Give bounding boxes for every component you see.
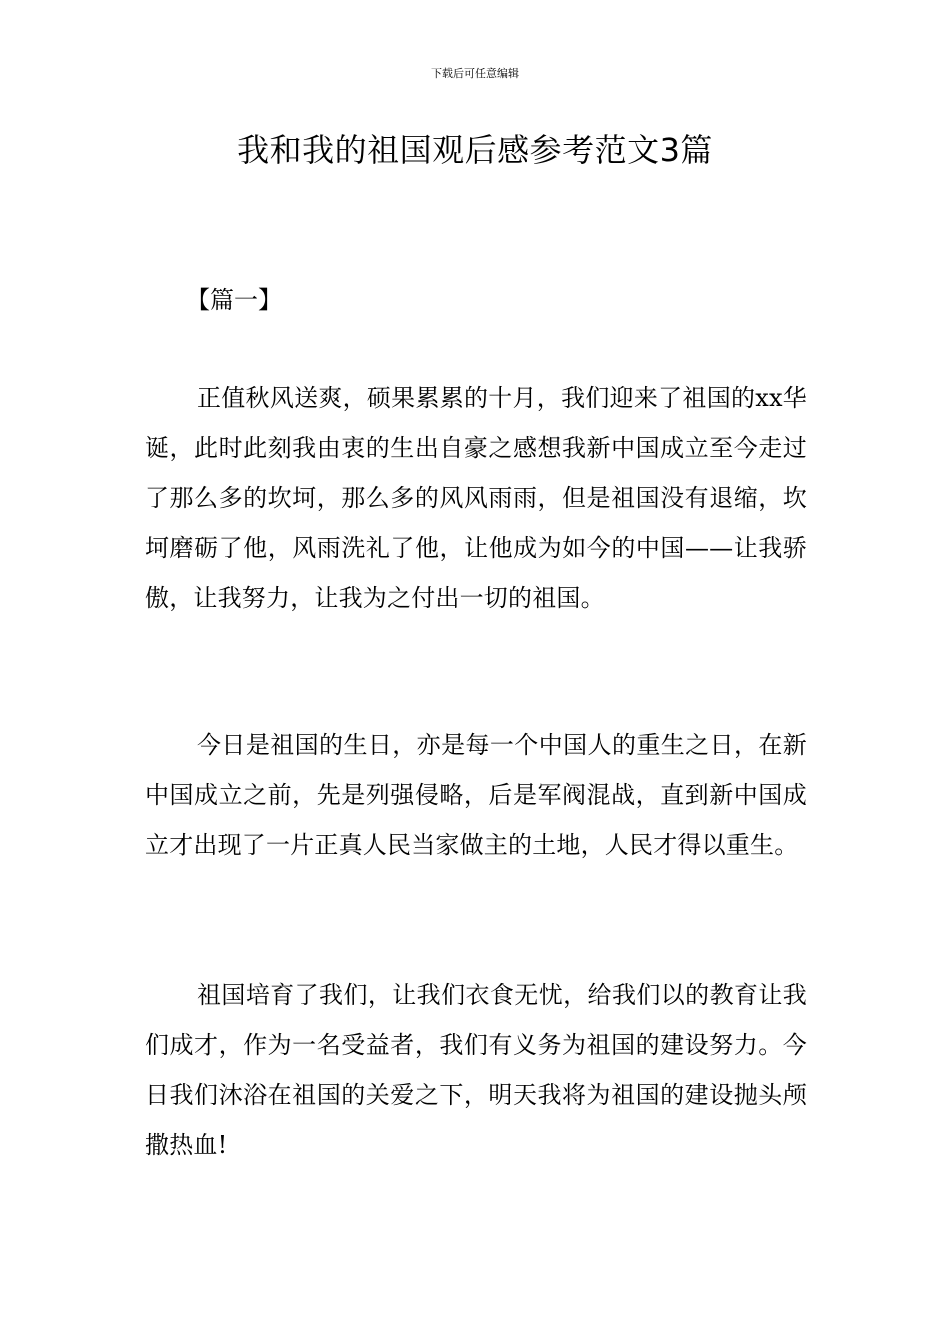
section-heading: 【篇一】 [186, 286, 282, 314]
body-paragraph: 正值秋风送爽，硕果累累的十月，我们迎来了祖国的xx华诞，此时此刻我由衷的生出自豪之感想我新中国成立至今走过了那么多的坎坷，那么多的风风雨雨，但是祖国没有退缩，坎坷磨砺了他，风雨洗礼了他，让他成为如今的中国——让我骄傲，让我努力，让我为之付出一切的祖国。 [145, 384, 807, 612]
body-paragraph: 今日是祖国的生日，亦是每一个中国人的重生之日，在新中国成立之前，先是列强侵略，后是军阀混战，直到新中国成立才出现了一片正真人民当家做主的土地，人民才得以重生。 [145, 731, 807, 859]
document-title: 我和我的祖国观后感参考范文3篇 [237, 131, 713, 169]
header-note: 下载后可任意编辑 [431, 67, 519, 80]
body-paragraph: 祖国培育了我们，让我们衣食无忧，给我们以的教育让我们成才，作为一名受益者，我们有义务为祖国的建设努力。今日我们沐浴在祖国的关爱之下，明天我将为祖国的建设抛头颅撒热血! [145, 981, 807, 1159]
